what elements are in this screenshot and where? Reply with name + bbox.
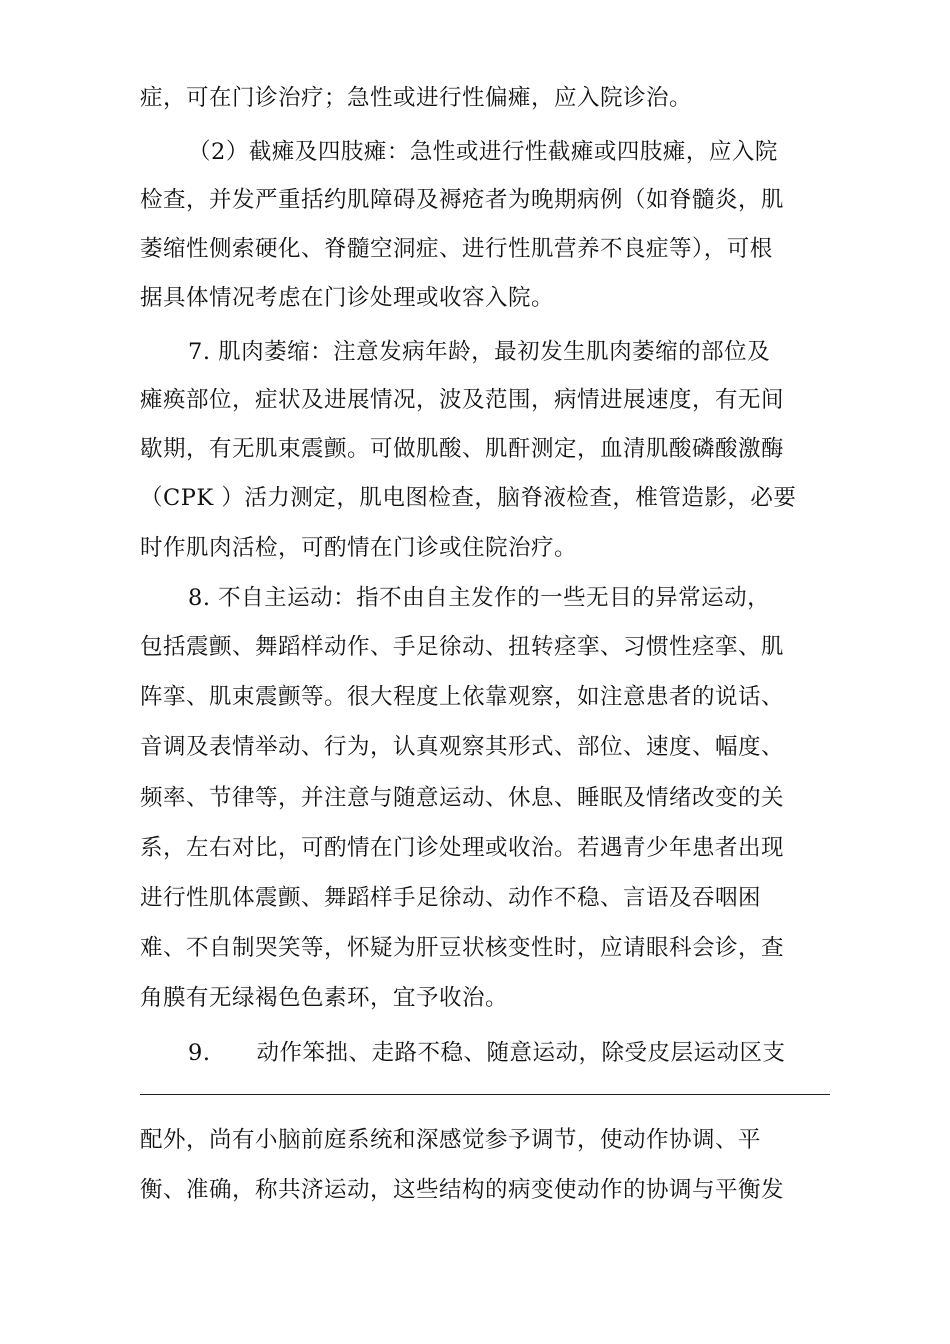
text-line: 衡、准确，称共济运动，这些结构的病变使动作的协调与平衡发 — [140, 1177, 785, 1203]
text-line: 难、不自制哭笑等，怀疑为肝豆状核变性时，应请眼科会诊，查 — [140, 935, 785, 961]
text-line: 阵挛、肌束震颤等。很大程度上依靠观察，如注意患者的说话、 — [140, 684, 785, 710]
text-line: 包括震颤、舞蹈样动作、手足徐动、扭转痉挛、习惯性痉挛、肌 — [140, 634, 785, 660]
text-line: 歇期，有无肌束震颤。可做肌酸、肌酐测定，血清肌酸磷酸激酶 — [140, 436, 785, 462]
text-line: 8. 不自主运动：指不由自主发作的一些无目的异常运动， — [188, 585, 771, 611]
text-line: 音调及表情举动、行为，认真观察其形式、部位、速度、幅度、 — [140, 734, 785, 760]
text-line: 频率、节律等，并注意与随意运动、休息、睡眠及情绪改变的关 — [140, 785, 785, 811]
text-line: 萎缩性侧索硬化、脊髓空洞症、进行性肌营养不良症等），可根 — [140, 236, 773, 262]
text-line: 据具体情况考虑在门诊处理或收容入院。 — [140, 285, 555, 311]
text-line: （CPK ）活力测定，肌电图检查，脑脊液检查，椎管造影，必要 — [140, 485, 797, 511]
text-line: 瘫痪部位，症状及进展情况，波及范围，病情进展速度，有无间 — [140, 387, 785, 413]
text-line: 检查，并发严重括约肌障碍及褥疮者为晚期病例（如脊髓炎，肌 — [140, 187, 785, 213]
text-line: 配外，尚有小脑前庭系统和深感觉参予调节，使动作协调、平 — [140, 1127, 762, 1153]
text-line: 时作肌肉活检，可酌情在门诊或住院治疗。 — [140, 535, 578, 561]
text-line: 7. 肌肉萎缩：注意发病年龄，最初发生肌肉萎缩的部位及 — [188, 339, 771, 365]
text-line: 系，左右对比，可酌情在门诊处理或收治。若遇青少年患者出现 — [140, 835, 785, 861]
text-line: 症，可在门诊治疗；急性或进行性偏瘫，应入院诊治。 — [140, 85, 693, 111]
text-line: 进行性肌体震颤、舞蹈样手足徐动、动作不稳、言语及吞咽困 — [140, 885, 762, 911]
text-line: 角膜有无绿褐色色素环，宜予收治。 — [140, 985, 509, 1011]
divider-rule — [140, 1094, 830, 1095]
text-line: （2）截瘫及四肢瘫：急性或进行性截瘫或四肢瘫，应入院 — [188, 139, 778, 165]
text-line: 9. 动作笨拙、走路不稳、随意运动，除受皮层运动区支 — [188, 1040, 786, 1066]
